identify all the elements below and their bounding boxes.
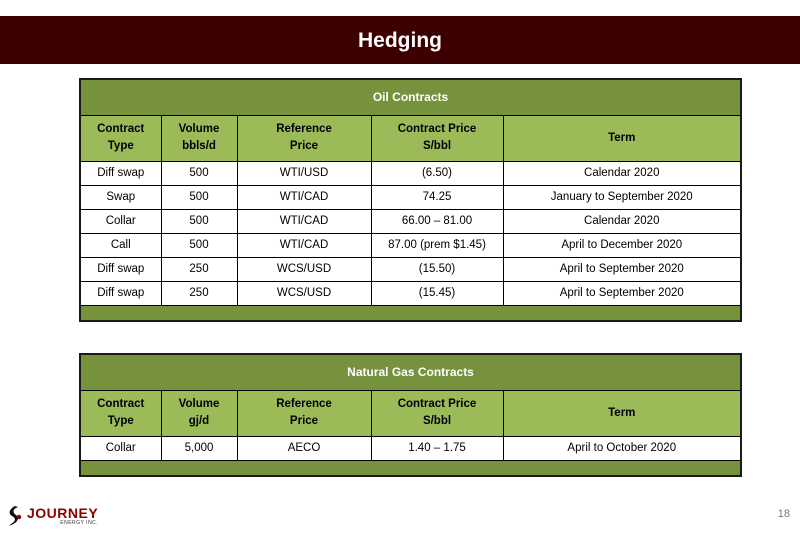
cell-reference-price: WTI/CAD <box>237 209 371 233</box>
cell-volume: 500 <box>161 161 237 185</box>
header-reference-price <box>237 390 371 436</box>
header-label: Contract Type <box>97 123 145 152</box>
cell-term: April to October 2020 <box>503 436 741 460</box>
cell-volume: 5,000 <box>161 436 237 460</box>
cell-term: Calendar 2020 <box>503 209 741 233</box>
cell-volume: 500 <box>161 233 237 257</box>
header-term <box>503 115 741 161</box>
cell-reference-price: WCS/USD <box>237 281 371 305</box>
header-label: Reference Price <box>276 398 332 427</box>
cell-contract-price: (15.50) <box>371 257 503 281</box>
cell-contract-type: Swap <box>80 185 161 209</box>
cell-volume: 500 <box>161 209 237 233</box>
header-label: Contract Price S/bbl <box>397 123 477 152</box>
cell-contract-type: Collar <box>80 209 161 233</box>
cell-contract-price: 87.00 (prem $1.45) <box>371 233 503 257</box>
header-term <box>503 390 741 436</box>
cell-term: April to December 2020 <box>503 233 741 257</box>
gas-contracts-table <box>79 353 742 477</box>
cell-contract-type: Diff swap <box>80 257 161 281</box>
cell-reference-price: WCS/USD <box>237 257 371 281</box>
cell-volume: 250 <box>161 257 237 281</box>
table-footer-band <box>80 460 741 476</box>
table-title-row <box>80 354 741 390</box>
cell-reference-price: WTI/CAD <box>237 233 371 257</box>
cell-term: April to September 2020 <box>503 257 741 281</box>
table-row <box>80 161 741 185</box>
oil-table-title: Oil Contracts <box>80 79 741 115</box>
cell-reference-price: AECO <box>237 436 371 460</box>
footer-band-cell <box>80 460 741 476</box>
cell-volume: 500 <box>161 185 237 209</box>
header-label: Reference Price <box>276 123 332 152</box>
table-header-row <box>80 115 741 161</box>
cell-contract-type: Call <box>80 233 161 257</box>
header-reference-price <box>237 115 371 161</box>
logo-wordmark: JOURNEY <box>27 505 99 521</box>
logo-text <box>24 506 98 526</box>
page-title: Hedging <box>358 29 442 52</box>
gas-table-title: Natural Gas Contracts <box>80 354 741 390</box>
page-number: 18 <box>777 508 790 520</box>
table-row <box>80 281 741 305</box>
table-row <box>80 185 741 209</box>
header-contract-price <box>371 115 503 161</box>
company-logo <box>6 505 98 527</box>
footer-band-cell <box>80 305 741 321</box>
cell-contract-price: 66.00 – 81.00 <box>371 209 503 233</box>
cell-contract-price: (6.50) <box>371 161 503 185</box>
table-footer-band <box>80 305 741 321</box>
table-title-row <box>80 79 741 115</box>
cell-contract-type: Collar <box>80 436 161 460</box>
cell-term: Calendar 2020 <box>503 161 741 185</box>
header-label: Volume gj/d <box>178 398 220 427</box>
cell-term: January to September 2020 <box>503 185 741 209</box>
header-contract-type <box>80 115 161 161</box>
table-row <box>80 436 741 460</box>
header-label: Contract Type <box>97 398 145 427</box>
cell-contract-price: (15.45) <box>371 281 503 305</box>
header-label: Contract Price S/bbl <box>397 398 477 427</box>
journey-logo-icon <box>6 505 24 527</box>
cell-contract-type: Diff swap <box>80 161 161 185</box>
header-volume <box>161 390 237 436</box>
logo-subtitle: ENERGY INC. <box>60 520 99 526</box>
title-banner <box>0 16 800 64</box>
header-contract-type <box>80 390 161 436</box>
header-label: Volume bbls/d <box>178 123 220 152</box>
cell-contract-price: 74.25 <box>371 185 503 209</box>
cell-reference-price: WTI/CAD <box>237 185 371 209</box>
cell-contract-price: 1.40 – 1.75 <box>371 436 503 460</box>
header-volume <box>161 115 237 161</box>
cell-term: April to September 2020 <box>503 281 741 305</box>
oil-contracts-table <box>79 78 742 322</box>
cell-volume: 250 <box>161 281 237 305</box>
header-contract-price <box>371 390 503 436</box>
header-label: Term <box>608 131 636 144</box>
header-label: Term <box>608 406 636 419</box>
table-row <box>80 209 741 233</box>
table-row <box>80 233 741 257</box>
cell-reference-price: WTI/USD <box>237 161 371 185</box>
table-row <box>80 257 741 281</box>
table-header-row <box>80 390 741 436</box>
cell-contract-type: Diff swap <box>80 281 161 305</box>
